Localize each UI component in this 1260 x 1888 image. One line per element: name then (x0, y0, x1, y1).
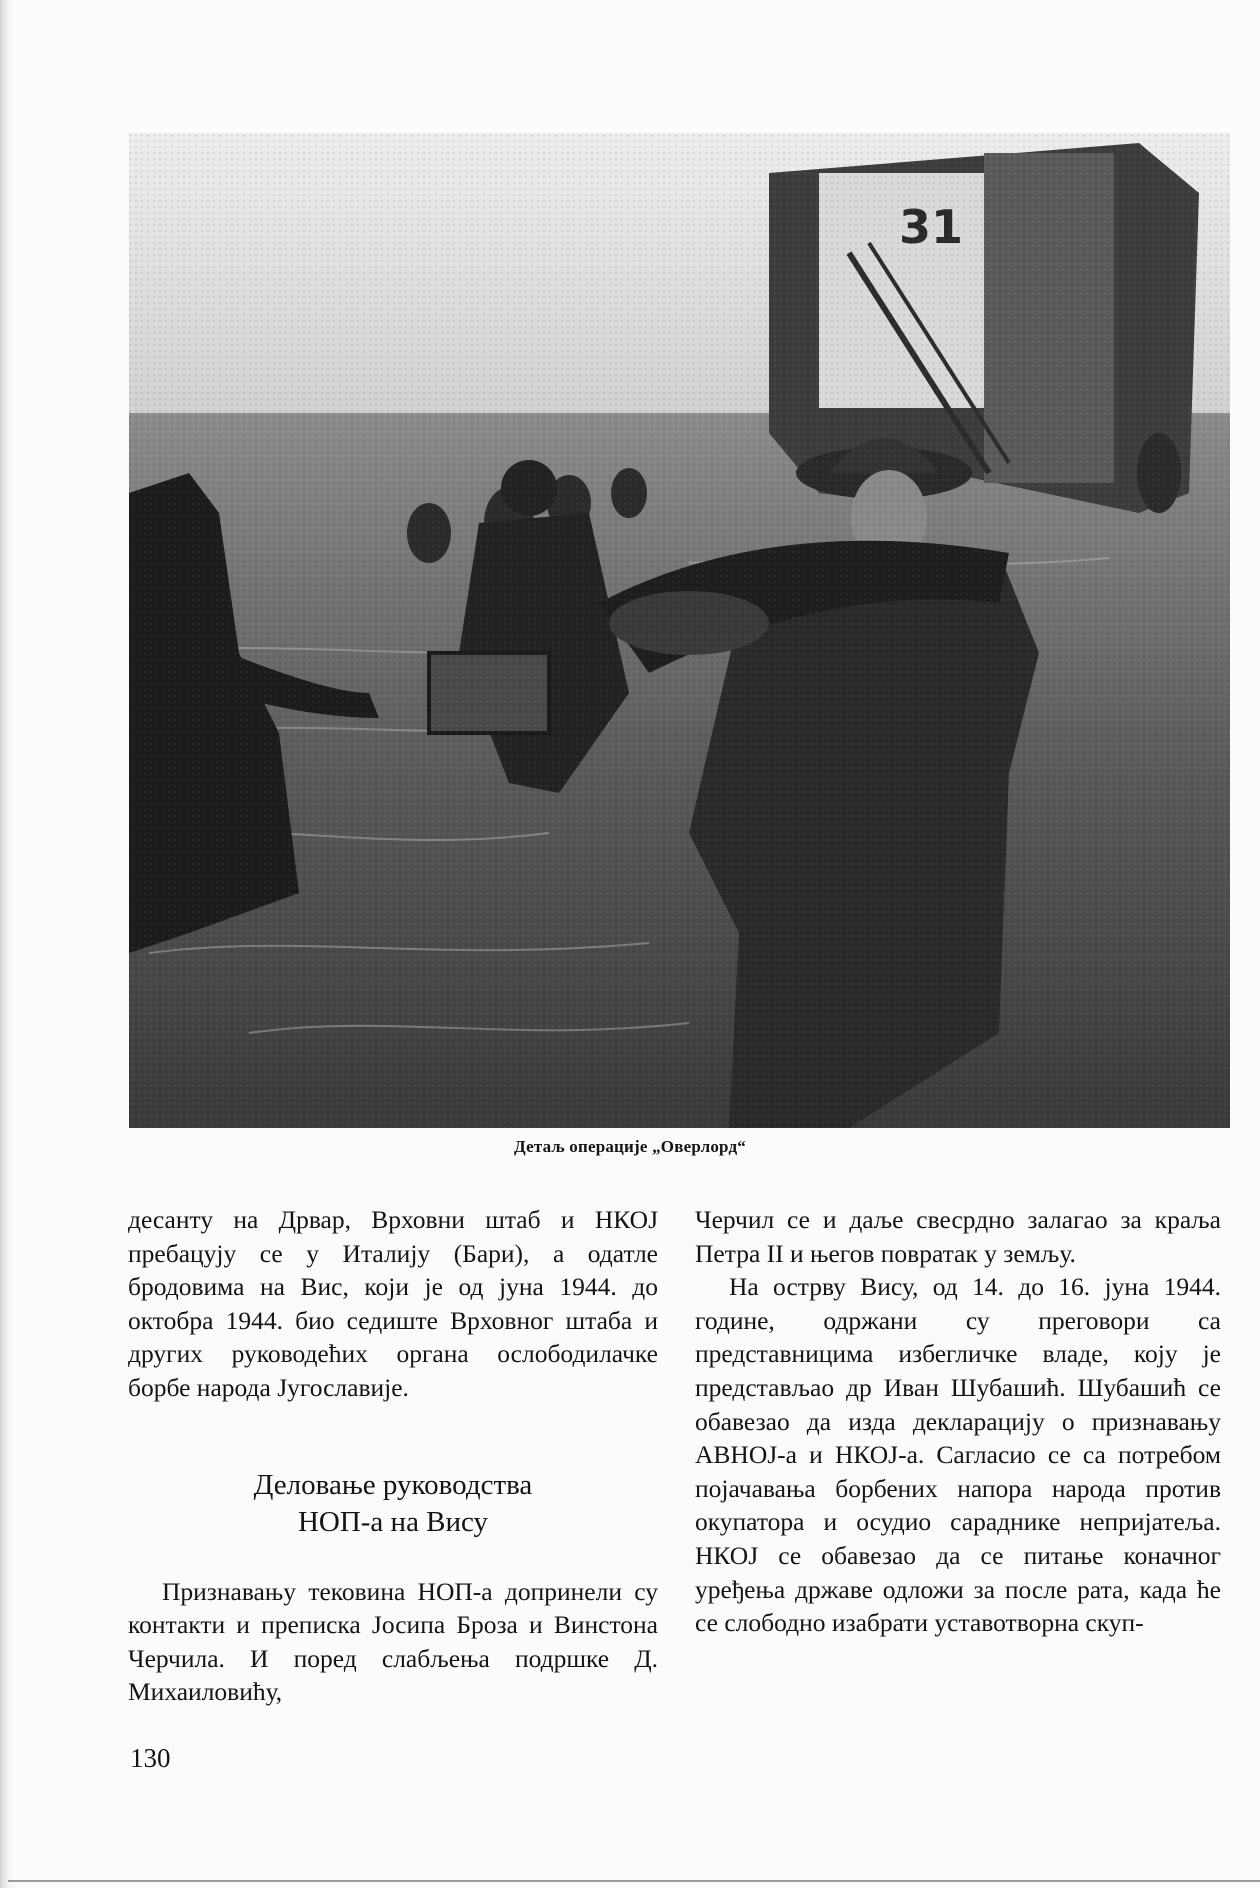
left-paragraph-1: десанту на Дрвар, Врховни штаб и НКОЈ пребацују се у Италију (Бари), а одатле бродовима на Вис, који је од јуна 1944. до октобра 1944. био седиште Врховног штаба и других руководећих органа ослободилачке борбе народа Југославије. (128, 1205, 658, 1402)
figure-caption: Детаљ операције „Оверлорд“ (514, 1137, 746, 1156)
left-column (128, 1203, 658, 1709)
landing-photo (129, 133, 1230, 1128)
heading-line-2: НОП-а на Вису (297, 1505, 489, 1538)
page-number: 130 (130, 1743, 171, 1773)
right-paragraph-2: На острву Вису, од 14. до 16. јуна 1944. године, одржани су преговори са представницима избегличке владе, коју је представљао др Иван Шубашић. Шубашић се обавезао да изда декларацију о признавању АВНОЈ-а и НКОЈ-а. Сагласио се са потребом појачавања борбених напора народа против окупатора и осудио сараднике непријатеља. НКОЈ се обавезао да се питање коначног уређења државе одложи за после рата, када ће се слободно изабрати уставотворна скуп- (695, 1272, 1221, 1638)
right-paragraph-1: Черчил се и даље свесрдно залагао за краља Петра II и његов повратак у земљу. (695, 1205, 1221, 1268)
section-heading (128, 1467, 658, 1541)
page-edge-line (8, 1880, 1260, 1882)
left-paragraph-2: Признавању тековина НОП-а допринели су контакти и преписка Јосипа Броза и Винстона Черчила. И поред слабљења подршке Д. Михаиловићу, (128, 1576, 658, 1707)
right-column (695, 1203, 1221, 1640)
heading-line-1: Деловање руководства (253, 1468, 533, 1501)
page-gutter-shadow (0, 0, 14, 1888)
